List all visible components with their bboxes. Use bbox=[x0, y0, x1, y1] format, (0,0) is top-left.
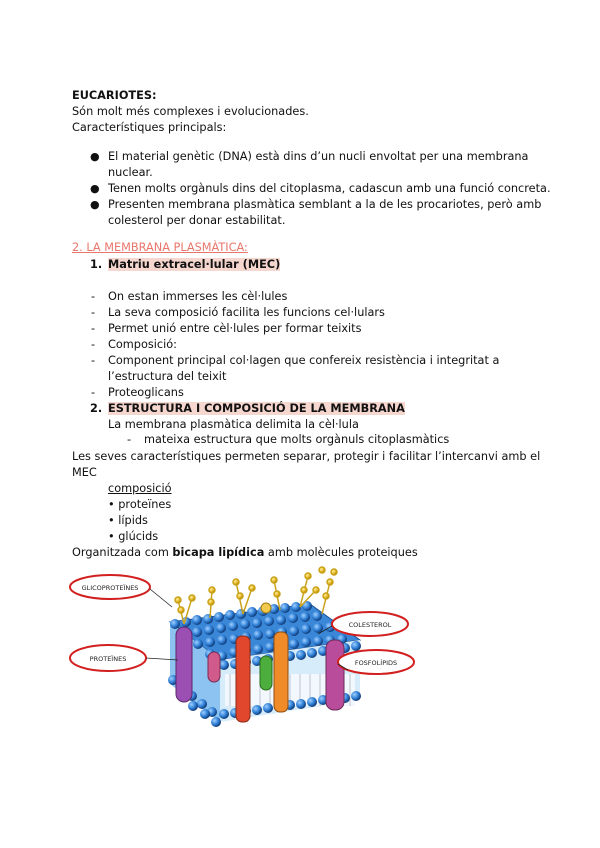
bullet-icon: ● bbox=[90, 182, 100, 195]
dash-icon: - bbox=[91, 322, 96, 335]
composicio-label: composició bbox=[108, 482, 172, 495]
mec-item: Proteoglicans bbox=[108, 386, 184, 399]
dash-icon: - bbox=[91, 354, 96, 367]
protein-red bbox=[236, 636, 250, 722]
subsection-number-1: 1. bbox=[90, 258, 103, 271]
bullet-1-line-1: El material genètic (DNA) està dins d’un nucli envoltat per una membrana bbox=[108, 150, 529, 163]
subsection-title-estructura bbox=[108, 401, 405, 417]
bullet-icon: ● bbox=[90, 150, 100, 163]
membrane-diagram bbox=[60, 562, 480, 742]
label-fosfolipids: FOSFOLÍPIDS bbox=[354, 659, 398, 667]
mec-item: Permet unió entre cèl·lules per formar teixits bbox=[108, 322, 362, 335]
mec-item: Composició: bbox=[108, 338, 177, 351]
mec-item: Component principal col·lagen que confereix resistència i integritat a bbox=[108, 354, 500, 367]
section-heading-membrana: 2. LA MEMBRANA PLASMÀTICA: bbox=[72, 241, 248, 254]
label-colesterol: COLESTEROL bbox=[348, 621, 392, 629]
dash-icon: - bbox=[91, 306, 96, 319]
label-glicoproteines: GLICOPROTEÏNES bbox=[81, 584, 139, 592]
composicio-item: • glúcids bbox=[108, 530, 159, 543]
intro-line: Són molt més complexes i evolucionades. bbox=[72, 105, 309, 118]
mec-item-continuation: l’estructura del teixit bbox=[108, 370, 227, 383]
features-label: Característiques principals: bbox=[72, 121, 227, 134]
dash-icon: - bbox=[127, 433, 132, 446]
characteristics-paragraph-line-2: MEC bbox=[72, 466, 97, 479]
bullet-3-line-1: Presenten membrana plasmàtica semblant a la de les procariotes, però amb bbox=[108, 198, 542, 211]
protein-right bbox=[326, 640, 344, 710]
subsection-title-estructura-text: ESTRUCTURA I COMPOSICIÓ DE LA MEMBRANA bbox=[108, 402, 405, 415]
subsection-number-2: 2. bbox=[90, 402, 103, 415]
protein-green bbox=[260, 656, 272, 690]
bullet-2-line-1: Tenen molts orgànuls dins del citoplasma, cadascun amb una funció concreta. bbox=[108, 182, 551, 195]
bullet-icon: ● bbox=[90, 198, 100, 211]
characteristics-paragraph-line-1: Les seves característiques permeten separar, protegir i facilitar l’intercanvi amb el bbox=[72, 450, 541, 463]
dash-icon: - bbox=[91, 386, 96, 399]
protein-purple bbox=[176, 627, 192, 702]
protein-left-small bbox=[208, 652, 220, 682]
organitzada-line bbox=[72, 545, 418, 561]
bullet-1-line-2: nuclear. bbox=[108, 166, 153, 179]
organitzada-bold: bicapa lipídica bbox=[172, 546, 265, 559]
membrane-definition: La membrana plasmàtica delimita la cèl·lula bbox=[108, 418, 359, 431]
organitzada-post: amb molècules proteiques bbox=[264, 546, 418, 559]
pointer-glicoproteines bbox=[150, 589, 172, 607]
protein-orange bbox=[274, 632, 288, 712]
composicio-item: • proteïnes bbox=[108, 498, 172, 511]
subsection-title-mec-text: Matriu extracel·lular (MEC) bbox=[108, 258, 281, 271]
organitzada-pre: Organitzada com bbox=[72, 546, 173, 559]
dash-icon: - bbox=[91, 338, 96, 351]
mec-item: La seva composició facilita les funcions cel·lulars bbox=[108, 306, 385, 319]
glycolipid-head bbox=[261, 603, 271, 613]
membrane-definition-sub: mateixa estructura que molts orgànuls citoplasmàtics bbox=[144, 433, 450, 446]
section-title-eucariotes: EUCARIOTES: bbox=[72, 89, 157, 102]
subsection-title-mec bbox=[108, 257, 280, 273]
label-proteines: PROTEÏNES bbox=[89, 655, 127, 663]
bullet-3-line-2: colesterol per donar estabilitat. bbox=[108, 214, 286, 227]
composicio-item: • lípids bbox=[108, 514, 148, 527]
mec-item: On estan immerses les cèl·lules bbox=[108, 290, 288, 303]
dash-icon: - bbox=[91, 290, 96, 303]
